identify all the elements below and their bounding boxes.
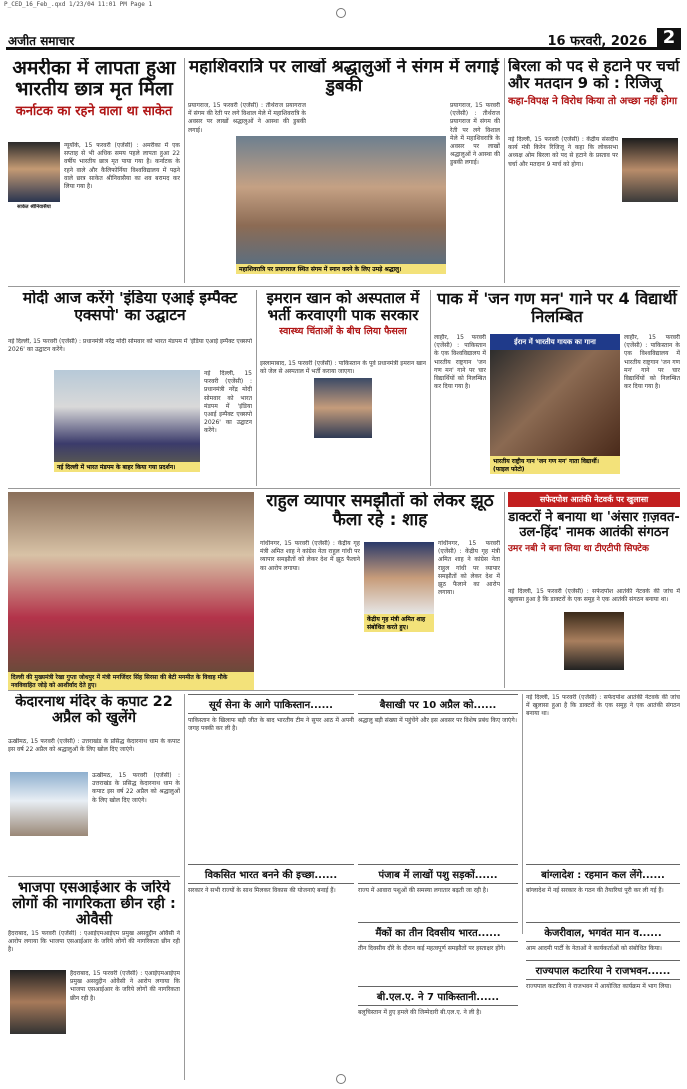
subheadline: कर्नाटक का रहने वाला था साकेत bbox=[15, 103, 173, 119]
headline: अमरीका में लापता हुआ भारतीय छात्र मृत मिला bbox=[12, 58, 176, 101]
kicker: सफेदपोश आतंकी नेटवर्क पर खुलासा bbox=[508, 492, 680, 507]
article-imran-khan bbox=[260, 290, 426, 486]
cont-doctors-extra bbox=[526, 694, 680, 860]
newspaper-name: अजीत समाचार bbox=[8, 34, 75, 48]
student-photo bbox=[8, 142, 60, 202]
photo-caption: केंद्रीय गृह मंत्री अमित शाह संबोधित करते हुए। bbox=[364, 614, 434, 632]
headline: भाजपा एसआईआर के जरिये लोगों की नागरिकता छीन रही : ओवैसी bbox=[12, 880, 176, 929]
article-pak-students bbox=[434, 290, 680, 486]
wedding-photo bbox=[8, 492, 254, 672]
headline: पाक में 'जन गण मन' गाने पर 4 विद्यार्थी निलम्बित bbox=[437, 290, 677, 326]
article-missing-student bbox=[8, 58, 180, 283]
sangam-photo bbox=[236, 136, 446, 264]
article-body-col2: लाहौर, 15 फरवरी (एजेंसी) : पाकिस्तान के एक विश्वविद्यालय में भारतीय राष्ट्रगान 'जन गण मन' गाने पर चार विद्यार्थियों को निलम्बित कर दिया गया है। bbox=[624, 334, 680, 391]
headline: राहुल व्यापार समझौतों को लेकर झूठ फैला रहे : शाह bbox=[266, 492, 494, 531]
article-rijiju bbox=[508, 58, 680, 283]
article-modi-ai-expo bbox=[8, 290, 252, 486]
issue-date: 16 फरवरी, 2026 bbox=[547, 34, 647, 49]
article-body: नई दिल्ली, 15 फरवरी (एजेंसी) : प्रधानमंत्री नरेंद्र मोदी सोमवार को भारत मंडपम में 'इंडिया एआई इम्पैक्ट एक्सपो 2026' का उद्घाटन करेंगे। bbox=[8, 338, 252, 354]
article-body-col2: हैदराबाद, 15 फरवरी (एजेंसी) : एआईएमआईएम प्रमुख असदुद्दीन ओवैसी ने आरोप लगाया कि भाजपा एसआईआर के जरिये लोगों की नागरिकता छीन रही है। bbox=[70, 970, 180, 1002]
wedding-photo-caption: दिल्ली की मुख्यमंत्री रेखा गुप्ता जोधपुर में मंत्री मनजिंदर सिंह सिरसा की बेटी मनमीत के विवाह मौके नवविवाहित जोड़े को आशीर्वाद देते हुए। bbox=[8, 672, 254, 690]
cont-body: राज्य में आवारा पशुओं की समस्या लगातार बढ़ती जा रही है। bbox=[358, 887, 489, 894]
shah-photo bbox=[364, 542, 434, 614]
cont-bangladesh bbox=[526, 864, 680, 920]
cont-title: सूर्य सेना के आगे पाकिस्तान...... bbox=[188, 694, 354, 714]
photo-caption: महाशिवरात्रि पर प्रयागराज स्थित संगम में स्नान करने के लिए उमड़े श्रद्धालु। bbox=[236, 264, 446, 274]
article-body-col2: ऊखीमठ, 15 फरवरी (एजेंसी) : उत्तराखंड के प्रसिद्ध केदारनाथ धाम के कपाट इस वर्ष 22 अप्रैल को श्रद्धालुओं के लिए खोल दिए जाएंगे। bbox=[92, 772, 180, 804]
page-number: 2 bbox=[657, 28, 681, 50]
headline: केदारनाथ मंदिर के कपाट 22 अप्रैल को खुलेंगे bbox=[15, 694, 173, 727]
cont-body: बांग्लादेश में नई सरकार के गठन की तैयारियां पूरी कर ली गई हैं। bbox=[526, 887, 664, 894]
cont-body: सरकार ने सभी राज्यों के साथ मिलकर विकास की योजनाएं बनाई हैं। bbox=[188, 887, 336, 894]
headline: मोदी आज करेंगे 'इंडिया एआई इम्पैक्ट एक्सपो' का उद्घाटन bbox=[22, 290, 238, 325]
cont-vikasit bbox=[188, 864, 354, 1080]
article-body: नई दिल्ली, 15 फरवरी (एजेंसी) : सफेदपोश आतंकी नेटवर्क की जांच में खुलासा हुआ है कि डाक्टरों के एक समूह ने एक आतंकी संगठन बनाया था। bbox=[508, 588, 680, 604]
cont-title: बैसाखी पर 10 अप्रैल को...... bbox=[358, 694, 518, 714]
cont-baisakhi bbox=[358, 694, 518, 860]
rijiju-photo bbox=[622, 138, 678, 202]
headline: डाक्टरों ने बनाया था 'अंसार ग़ज़वत-उल-हिंद' नामक आतंकी संगठन bbox=[508, 510, 680, 540]
headline: बिरला को पद से हटाने पर चर्चा और मतदान 9 को : रिजिजू bbox=[508, 58, 680, 92]
article-body: गांधीनगर, 15 फरवरी (एजेंसी) : केंद्रीय गृह मंत्री अमित शाह ने कांग्रेस नेता राहुल गांधी पर व्यापार समझौतों को लेकर देश में झूठ फैलाने का आरोप लगाया। bbox=[260, 540, 360, 572]
cont-title: बी.एल.ए. ने 7 पाकिस्तानी...... bbox=[358, 986, 518, 1006]
cont-army bbox=[188, 694, 354, 860]
article-body: न्यूयॉर्क, 15 फरवरी (एजेंसी) : अमरीका में एक सप्ताह से भी अधिक समय पहले लापता हुआ 22 वर्षीय भारतीय छात्र मृत पाया गया है। कर्नाटक के रहने वाले और कैलिफोर्निया विश्वविद्यालय में पढ़ने वाले छात्र साकेत श्रीनिवासैया का शव बरामद कर लिया गया है। bbox=[64, 142, 180, 191]
cont-title: मैंकों का तीन दिवसीय भारत...... bbox=[358, 922, 518, 942]
cont-kejriwal bbox=[526, 922, 680, 956]
subheadline: उमर नबी ने बना लिया था टीएटीपी सिफ्टेक bbox=[508, 544, 649, 555]
subheadline: कहा-विपक्ष ने विरोध किया तो अच्छा नहीं होगा bbox=[508, 95, 678, 107]
article-body: लाहौर, 15 फरवरी (एजेंसी) : पाकिस्तान के एक विश्वविद्यालय में भारतीय राष्ट्रगान 'जन गण मन' गाने पर चार विद्यार्थियों को निलम्बित कर दिया गया है। bbox=[434, 334, 486, 391]
cont-body: राज्यपाल कटारिया ने राजभवन में आयोजित कार्यक्रम में भाग लिया। bbox=[526, 983, 672, 990]
headline: महाशिवरात्रि पर लाखों श्रद्धालुओं ने संगम में लगाई डुबकी bbox=[188, 58, 500, 97]
article-body-col2: प्रयागराज, 15 फरवरी (एजेंसी) : तीर्थराज प्रयागराज में संगम की रेती पर लगे विशाल मेले में महाशिवरात्रि के अवसर पर लाखों श्रद्धालुओं ने आस्था की डुबकी लगाई। bbox=[450, 102, 500, 167]
cont-maina bbox=[358, 922, 518, 982]
photo-caption: नई दिल्ली में भारत मंडपम के बाहर किया गया प्रदर्शन। bbox=[54, 462, 200, 472]
cont-rajyapal bbox=[526, 960, 680, 1080]
owaisi-photo bbox=[10, 970, 66, 1034]
registration-mark-icon bbox=[336, 8, 346, 18]
cont-body: तीन दिवसीय दौरे के दौरान कई महत्वपूर्ण समझौतों पर हस्ताक्षर होंगे। bbox=[358, 945, 506, 952]
article-body: ऊखीमठ, 15 फरवरी (एजेंसी) : उत्तराखंड के प्रसिद्ध केदारनाथ धाम के कपाट इस वर्ष 22 अप्रैल को श्रद्धालुओं के लिए खोल दिए जाएंगे। bbox=[8, 738, 180, 754]
article-body: हैदराबाद, 15 फरवरी (एजेंसी) : एआईएमआईएम प्रमुख असदुद्दीन ओवैसी ने आरोप लगाया कि भाजपा एसआईआर के जरिये लोगों की नागरिकता छीन रही है। bbox=[8, 930, 180, 954]
article-shah bbox=[260, 492, 500, 688]
imran-photo bbox=[314, 378, 372, 438]
page-header bbox=[6, 28, 681, 50]
article-body-col2: नई दिल्ली, 15 फरवरी (एजेंसी) : प्रधानमंत्री नरेंद्र मोदी सोमवार को भारत मंडपम में 'इंडिया एआई इम्पैक्ट एक्सपो 2026' का उद्घाटन करेंगे। bbox=[204, 370, 252, 435]
subheadline: स्वास्थ्य चिंताओं के बीच लिया फैसला bbox=[279, 325, 407, 337]
cont-body: श्रद्धालु बड़ी संख्या में पहुंचेंगे और इस अवसर पर विशेष प्रबंध किए जाएंगे। bbox=[358, 717, 518, 724]
article-owaisi bbox=[8, 880, 180, 1080]
photo-caption: भारतीय राष्ट्रीय गान 'जन गण मन' गाता विद्यार्थी। (फाइल फोटो) bbox=[490, 456, 620, 474]
article-body-col2: गांधीनगर, 15 फरवरी (एजेंसी) : केंद्रीय गृह मंत्री अमित शाह ने कांग्रेस नेता राहुल गांधी पर व्यापार समझौतों को लेकर देश में झूठ फैलाने का आरोप लगाया। bbox=[438, 540, 500, 597]
article-body: इस्लामाबाद, 15 फरवरी (एजेंसी) : पाकिस्तान के पूर्व प्रधानमंत्री इमरान खान को जेल से अस्पताल में भर्ती कराया जाएगा। bbox=[260, 360, 426, 376]
cont-body: आम आदमी पार्टी के नेताओं ने कार्यकर्ताओं को संबोधित किया। bbox=[526, 945, 662, 952]
photo-caption: साकेत श्रीनिवासैया bbox=[17, 204, 51, 210]
photo-banner: ईरान में भारतीय गायक का गाना bbox=[490, 334, 620, 350]
article-mahashivratri bbox=[188, 58, 500, 283]
article-body: नई दिल्ली, 15 फरवरी (एजेंसी) : केंद्रीय संसदीय कार्य मंत्री किरेन रिजिजू ने कहा कि लोकसभा अध्यक्ष ओम बिरला को पद से हटाने के प्रस्ताव पर चर्चा और मतदान 9 मार्च को होगा। bbox=[508, 136, 618, 168]
cont-title: केजरीवाल, भगवंत मान व...... bbox=[526, 922, 680, 942]
cont-body: बलूचिस्तान में हुए हमले की जिम्मेदारी बी.एल.ए. ने ली है। bbox=[358, 1009, 482, 1016]
cont-bae bbox=[358, 986, 518, 1080]
cont-title: राज्यपाल कटारिया ने राजभवन...... bbox=[526, 960, 680, 980]
cont-title: पंजाब में लाखों पशु सड़कों...... bbox=[358, 864, 518, 884]
expo-photo bbox=[54, 370, 200, 462]
article-body: प्रयागराज, 15 फरवरी (एजेंसी) : तीर्थराज प्रयागराज में संगम की रेती पर लगे विशाल मेले में महाशिवरात्रि के अवसर पर लाखों श्रद्धालुओं ने आस्था की डुबकी लगाई। bbox=[188, 102, 306, 134]
article-doctors bbox=[508, 492, 680, 688]
cont-punjab bbox=[358, 864, 518, 918]
registration-mark-icon bbox=[336, 1074, 346, 1084]
cont-title: बांग्लादेश : रहमान कल लेंगे...... bbox=[526, 864, 680, 884]
cont-body: पाकिस्तान के खिलाफ बड़ी जीत के बाद भारतीय टीम ने सुपर आठ में अपनी जगह पक्की कर ली है। bbox=[188, 717, 354, 733]
cont-body: नई दिल्ली, 15 फरवरी (एजेंसी) : सफेदपोश आतंकी नेटवर्क की जांच में खुलासा हुआ है कि डाक्टरों के एक समूह ने एक आतंकी संगठन बनाया था। bbox=[526, 694, 680, 718]
headline: इमरान खान को अस्पताल में भर्ती करवाएगी पाक सरकार bbox=[266, 290, 420, 324]
kedarnath-photo bbox=[10, 772, 88, 836]
suspect-photo bbox=[564, 612, 624, 670]
article-kedarnath bbox=[8, 694, 180, 874]
print-slug: P_CED_16_Feb_.qxd 1/23/04 11:01 PM Page 1 bbox=[4, 1, 153, 8]
singer-photo bbox=[490, 350, 620, 456]
cont-title: विकसित भारत बनने की इच्छा...... bbox=[188, 864, 354, 884]
